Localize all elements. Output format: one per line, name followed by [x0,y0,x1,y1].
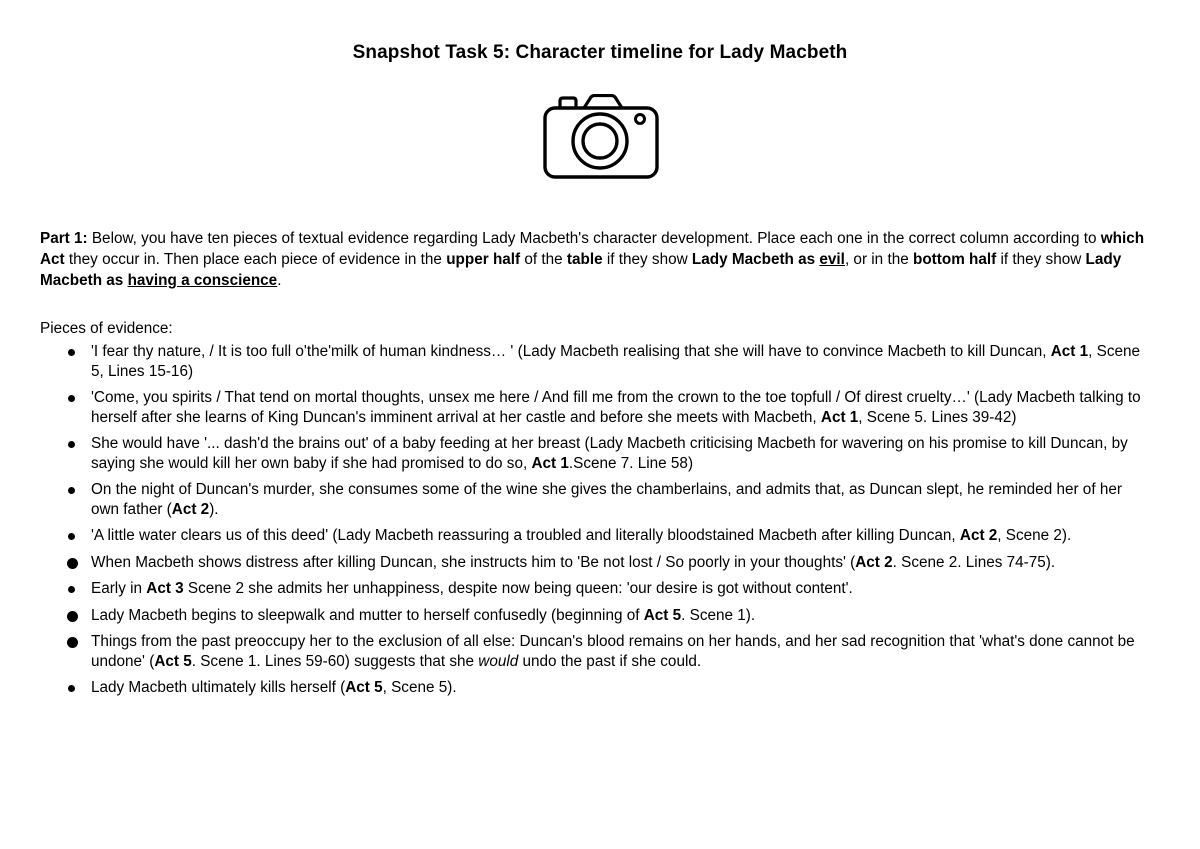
bullet-icon [68,487,75,494]
list-item: Lady Macbeth begins to sleepwalk and mutter to herself confusedly (beginning of Act 5. Scene 1). [40,606,1150,626]
page-title: Snapshot Task 5: Character timeline for Lady Macbeth [352,42,848,63]
evidence-heading: Pieces of evidence: [40,320,173,337]
part-label: Part 1: [40,230,88,247]
bullet-icon [68,586,75,593]
list-item: Lady Macbeth ultimately kills herself (Act 5, Scene 5). [40,678,1150,698]
list-item: Early in Act 3 Scene 2 she admits her unhappiness, despite now being queen: 'our desire is got without content'. [40,579,1150,599]
list-item: 'A little water clears us of this deed' (Lady Macbeth reassuring a troubled and literally bloodstained Macbeth after killing Duncan, Act 2, Scene 2). [40,526,1150,546]
bullet-icon [67,558,78,569]
bullet-icon [68,685,75,692]
bullet-icon [68,533,75,540]
instructions-paragraph: Part 1: Below, you have ten pieces of textual evidence regarding Lady Macbeth's character development. Place each one in the correct column according to which Act they occur in. Then place each piece of evidence in the upper half of the table if they show Lady Macbeth as evil, or in the bottom half if they show Lady Macbeth as having a conscience. [40,230,1145,289]
list-item: Things from the past preoccupy her to the exclusion of all else: Duncan's blood remains on her hands, and her sad recognition that 'what's done cannot be undone' (Act 5. Scene 1. Lines 59-60) suggests that she would undo the past if she could. [40,632,1150,671]
bullet-icon [68,395,75,402]
bullet-icon [67,611,78,622]
list-item: 'Come, you spirits / That tend on mortal thoughts, unsex me here / And fill me from the crown to the toe topfull / Of direst cruelty…' (Lady Macbeth talking to herself after she learns of King Duncan's imminent arrival at her castle and before she meets with Macbeth, Act 1, Scene 5. Lines 39-42) [40,388,1150,427]
list-item: On the night of Duncan's murder, she consumes some of the wine she gives the chamberlains, and admits that, as Duncan slept, he reminded her of her own father (Act 2). [40,480,1150,519]
camera-icon [542,94,660,180]
bullet-icon [68,349,75,356]
evidence-list [40,342,1150,705]
list-item: She would have '... dash'd the brains out' of a baby feeding at her breast (Lady Macbeth criticising Macbeth for wavering on his promise to kill Duncan, by saying she would kill her own baby if she had promised to do so, Act 1.Scene 7. Line 58) [40,434,1150,473]
list-item: When Macbeth shows distress after killing Duncan, she instructs him to 'Be not lost / So poorly in your thoughts' (Act 2. Scene 2. Lines 74-75). [40,553,1150,573]
bullet-icon [67,637,78,648]
bullet-icon [68,441,75,448]
list-item: 'I fear thy nature, / It is too full o'the'milk of human kindness… ' (Lady Macbeth realising that she will have to convince Macbeth to kill Duncan, Act 1, Scene 5, Lines 15-16) [40,342,1150,381]
